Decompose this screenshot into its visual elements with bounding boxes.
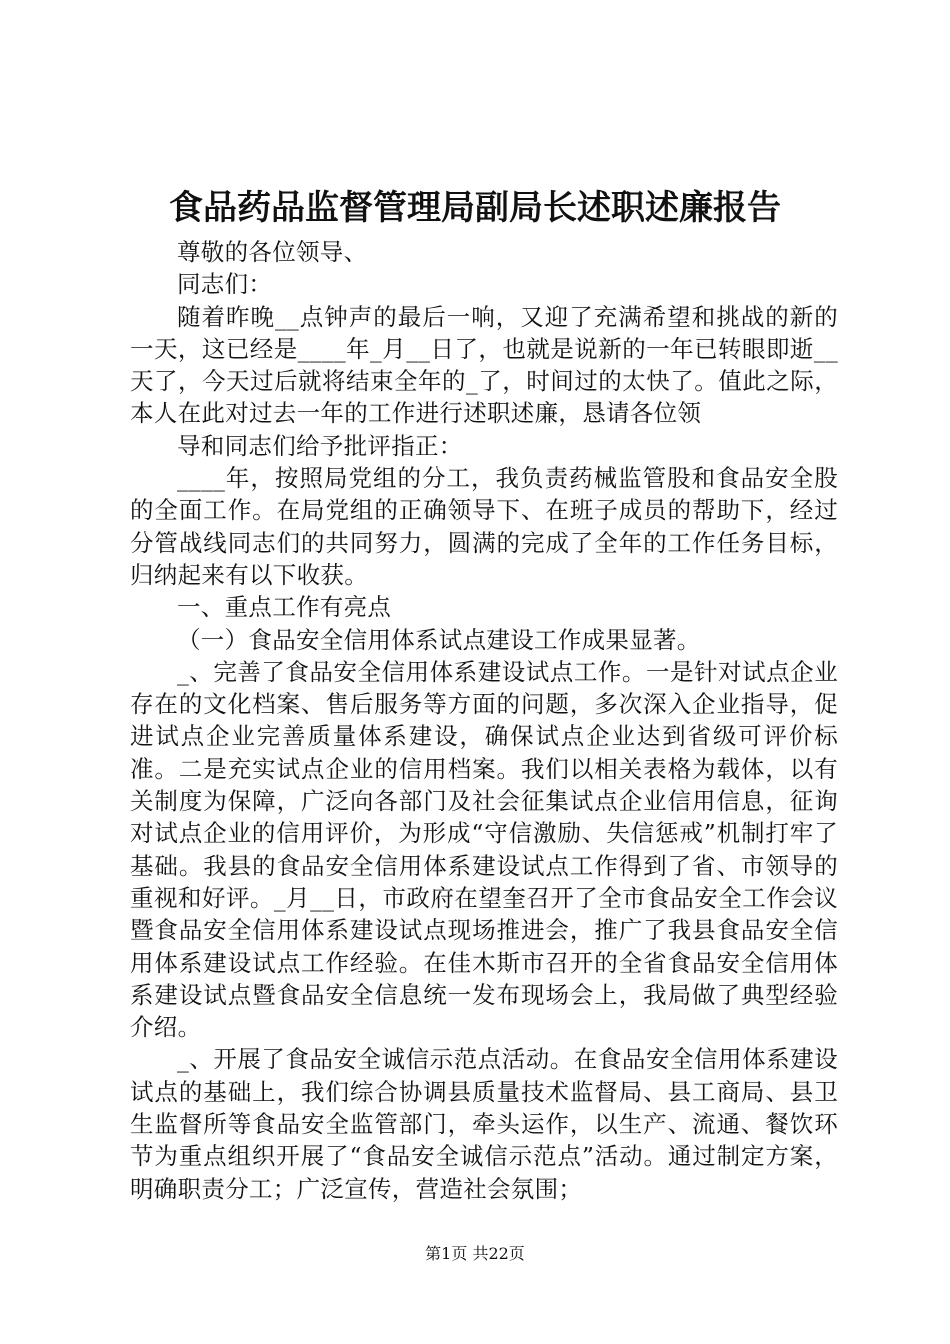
paragraph-credit-system: _、完善了食品安全信用体系建设试点工作。一是针对试点企业存在的文化档案、售后服务等方面的问题，多次深入企业指导，促进试点企业完善质量体系建设，确保试点企业达到省级可评价标准。二是充实试点企业的信用档案。我们以相关表格为载体，以有关制度为保障，广泛向各部门及社会征集试点企业信用信息，征询对试点企业的信用评价，为形成“守信激励、失信惩戒”机制打牢了基础。我县的食品安全信用体系建设试点工作得到了省、市领导的重视和好评。_月__日，市政府在望奎召开了全市食品安全工作会议暨食品安全信用体系建设试点现场推进会，推广了我县食品安全信用体系建设试点工作经验。在佳木斯市召开的全省食品安全信用体系建设试点暨食品安全信息统一发布现场会上，我局做了典型经验介绍。 (130, 657, 838, 1042)
salutation-line-1: 尊敬的各位领导、 (177, 238, 368, 266)
salutation-line-2: 同志们： (177, 270, 273, 299)
document-body (130, 236, 838, 1205)
subsection-heading-1: （一）食品安全信用体系试点建设工作成果显著。 (177, 625, 701, 654)
paragraph-intro: 随着昨晚__点钟声的最后一响，又迎了充满希望和挑战的新的一天，这已经是____年_月__日了，也就是说新的一年已转眼即逝__天了，今天过后就将结束全年的_了，时间过的太快了。值此之际，本人在此对过去一年的工作进行述职述廉，恳请各位领 (130, 302, 838, 428)
section-heading-1: 一、重点工作有亮点 (177, 593, 392, 622)
paragraph-integrity-demo: _、开展了食品安全诚信示范点活动。在食品安全信用体系建设试点的基础上，我们综合协调县质量技术监督局、县工商局、县卫生监督所等食品安全监管部门，牵头运作，以生产、流通、餐饮环节为重点组织开展了“食品安全诚信示范点”活动。通过制定方案，明确职责分工；广泛宣传，营造社会氛围； (130, 1045, 838, 1203)
paragraph-summary: ____年，按照局党组的分工，我负责药械监管股和食品安全股的全面工作。在局党组的正确领导下、在班子成员的帮助下，经过分管战线同志们的共同努力，圆满的完成了全年的工作任务目标，归纳起来有以下收获。 (130, 464, 838, 589)
paragraph-intro-continued: 导和同志们给予批评指正： (177, 431, 463, 460)
document-title: 食品药品监督管理局副局长述职述廉报告 (169, 188, 781, 228)
page-footer: 第1页 共22页 (425, 1244, 525, 1263)
